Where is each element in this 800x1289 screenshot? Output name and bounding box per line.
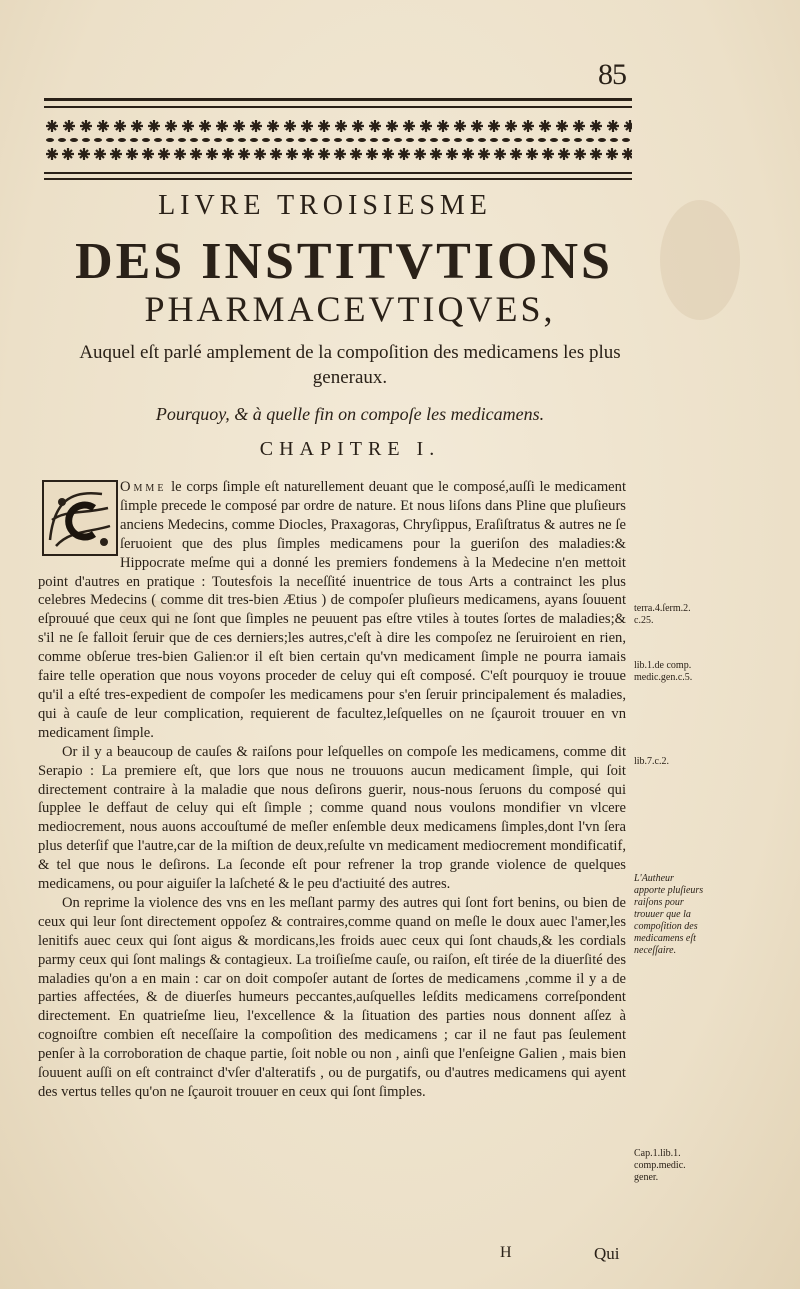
fleuron-dot: [514, 152, 519, 157]
fleuron-dot: [594, 152, 599, 157]
leaf-icon: [346, 138, 354, 142]
fleuron-dot: [562, 152, 567, 157]
fleuron-dot: [354, 152, 359, 157]
fleuron-dot: [178, 152, 183, 157]
leaf-icon: [286, 138, 294, 142]
leaf-icon: [190, 138, 198, 142]
leaf-icon: [454, 138, 462, 142]
paragraph-1: [38, 478, 626, 743]
leaf-icon: [394, 138, 402, 142]
fleuron-dot: [169, 124, 174, 129]
fleuron-dot: [220, 124, 225, 129]
leaf-icon: [58, 138, 66, 142]
page-number: 85: [598, 58, 626, 91]
leaf-icon: [370, 138, 378, 142]
leaf-icon: [466, 138, 474, 142]
paragraph-2: Or il y a beaucoup de cauſes & raiſons pour leſquelles on compoſe les medicamens, comme dit Serapio : La premiere eſt, que lors que nous ne trouuons aucun medicament ſimple, qui ſoit directement contraire à la maladie que nous deſirons guerir, nous-nous ſeruons du composé qui ſupplee le deffaut de celuy qui eſt ſimple ; comme quand nous voulons mondifier vn vlcere mediocrement, nous auons accouſtumé de meſler enſemble deux medicamens ſimples,dont l'vn ſera plus deterſif que l'autre,car de la miſtion de deux,reſulte vn medicament mediocrement mondificatif, & tel que nous le deſirons. La ſeconde eſt pour refrener la trop grande violence de quelques medicamens, ou pour aiguiſer la laſcheté & le peu d'actiuité des autres.: [38, 743, 626, 893]
fleuron-dot: [543, 124, 548, 129]
leaf-icon: [142, 138, 150, 142]
fleuron-dot: [237, 124, 242, 129]
fleuron-dot: [306, 152, 311, 157]
leaf-icon: [418, 138, 426, 142]
paragraph-1-text: le corps ſimple eſt naturellement deuant que le composé,auſſi le medicament ſimple precede le composé par ordre de nature. Et nous liſons dans Pline que pluſieurs anciens Medecins, comme Diocles, Praxagoras, Chryſippus, Eraſiſtratus & autres ne ſe ſeruoient que des plus ſimples medicamens pour la gueriſon des maladies:& Hippocrate meſme qui a donné les premiers fondemens à la Medecine n'en mettoit point d'autres en pratique : Toutesfois la neceſſité inuentrice de tous Arts a contrainct les plus celebres Medecins ( comme dit tres-bien Ætius ) de compoſer pluſieurs medicamens, ayans ſouuent eſprouué que ceux qui ne ſont que ſimples ne peuuent pas eſtre vtiles à toutes ſortes de maladies;& s'il ne ſe falloit ſeruir que de ces derniers;les autres,c'eſt à dire les compoſez ne ſeruiroient en rien, comme obſerue tres-bien Galien:or il eſt bien certain qu'vn medicament ſimple ne pourra iamais faire telle operation que nous voyons proceder de celuy qui eſt composé. C'eſt pourquoy ie trouue qu'il a eſté tres-expedient de compoſer les medicamens pour s'en ſeruir principalement és maladies, qui à cauſe de leur complication, requierent de facultez,leſquelles on ne ſçauroit trouuer en vn medicament ſimple.: [38, 479, 626, 741]
fleuron-dot: [98, 152, 103, 157]
leaf-icon: [202, 138, 210, 142]
paper-stain: [660, 200, 740, 320]
fleuron-dot: [475, 124, 480, 129]
leaf-icon: [298, 138, 306, 142]
leaf-icon: [538, 138, 546, 142]
fleuron-dot: [118, 124, 123, 129]
leaf-icon: [334, 138, 342, 142]
leaf-icon: [478, 138, 486, 142]
fleuron-dot: [594, 124, 599, 129]
fleuron-dot: [101, 124, 106, 129]
fleuron-dot: [418, 152, 423, 157]
leaf-icon: [70, 138, 78, 142]
leaf-icon: [250, 138, 258, 142]
fleuron-dot: [370, 152, 375, 157]
fleuron-dot: [386, 152, 391, 157]
leaf-icon: [154, 138, 162, 142]
book-label: LIVRE TROISIESME: [158, 190, 492, 221]
paragraph-3: On reprime la violence des vns en les meſlant parmy des autres qui ſont fort benins, ou bien de ceux qui leur ſont directement oppoſez & contraires,comme quand on meſle le doux auec l'amer,les lenitifs auec ceux qui ſont aigus & mordicans,les froids auec ceux qui ſont chauds,& les cordials parmy ceux qui ſont malings & contagieux. La troiſieſme cauſe, ou raiſon, eſt tirée de la diuerſité des maladies qu'on a en main : car on doit compoſer autant de ſortes de medicamens ,comme il y a de parties affectées, & de diuerſes humeurs peccantes,auſquelles leſdits medicamens correſpondent directement. En quatrieſme lieu, l'excellence & la ſituation des parties nous donnent aſſez à cognoiſtre combien eſt neceſſaire la compoſition des medicamens ; car il ne faut pas ſeulement penſer à la corroboration de chaque partie, ſoit noble ou non , ainſi que l'enſeigne Galien , mais bien ſouuent auſſi on eſt contrainct d'vſer d'alteratifs , ou de purgatifs, ou d'autres medicamens qui ayent des vertus telles qu'on ne ſçauroit trouuer en ceux qui ſont ſimples.: [38, 894, 626, 1100]
fleuron-dot: [498, 152, 503, 157]
leaf-icon: [226, 138, 234, 142]
leaf-icon: [622, 138, 630, 142]
ornament-rule: [44, 178, 632, 180]
leaf-icon: [574, 138, 582, 142]
leaf-icon: [118, 138, 126, 142]
fleuron-dot: [114, 152, 119, 157]
leaf-icon: [262, 138, 270, 142]
margin-note: Cap.1.lib.1. comp.medic. gener.: [634, 1148, 686, 1183]
fleuron-dot: [577, 124, 582, 129]
fleuron-dot: [482, 152, 487, 157]
leaf-icon: [238, 138, 246, 142]
book-subtitle: Auquel eſt parlé amplement de la compoſition des medicamens les plus generaux.: [79, 342, 621, 388]
signature-mark: H: [500, 1244, 512, 1261]
chapter-heading: CHAPITRE I.: [259, 438, 441, 460]
fleuron-dot: [135, 124, 140, 129]
leaf-icon: [94, 138, 102, 142]
margin-note: terra.4.ſerm.2. c.25.: [634, 603, 691, 626]
fleuron-dot: [610, 152, 615, 157]
fleuron-dot: [560, 124, 565, 129]
leaf-icon: [514, 138, 522, 142]
fleuron-dot: [492, 124, 497, 129]
fleuron-dot: [146, 152, 151, 157]
fleuron-dot: [466, 152, 471, 157]
leaf-icon: [130, 138, 138, 142]
leaf-icon: [46, 138, 54, 142]
fleuron-dot: [402, 152, 407, 157]
leaf-icon: [106, 138, 114, 142]
fleuron-dot: [611, 124, 616, 129]
fleuron-dot: [50, 124, 55, 129]
leaf-icon: [178, 138, 186, 142]
catchword: Qui: [594, 1244, 620, 1263]
body-text: [38, 478, 626, 1102]
leaf-icon: [358, 138, 366, 142]
fleuron-dot: [203, 124, 208, 129]
fleuron-dot: [254, 124, 259, 129]
fleuron-dot: [84, 124, 89, 129]
fleuron-dot: [338, 152, 343, 157]
leaf-icon: [214, 138, 222, 142]
fleuron-dot: [274, 152, 279, 157]
fleuron-dot: [441, 124, 446, 129]
fleuron-dot: [290, 152, 295, 157]
fleuron-dot: [67, 124, 72, 129]
section-question: Pourquoy, & à quelle fin on compoſe les medicamens.: [155, 404, 545, 424]
book-title: DES INSTITVTIONS: [75, 233, 613, 290]
fleuron-dot: [322, 124, 327, 129]
fleuron-dot: [194, 152, 199, 157]
fleuron-dot: [322, 152, 327, 157]
fleuron-dot: [82, 152, 87, 157]
fleuron-dot: [509, 124, 514, 129]
leaf-icon: [310, 138, 318, 142]
leaf-icon: [598, 138, 606, 142]
leaf-icon: [562, 138, 570, 142]
leaf-icon: [406, 138, 414, 142]
fleuron-dot: [458, 124, 463, 129]
fleuron-dot: [210, 152, 215, 157]
fleuron-dot: [526, 124, 531, 129]
fleuron-dot: [530, 152, 535, 157]
fleuron-dot: [162, 152, 167, 157]
ornament-rule: [44, 98, 632, 101]
leaf-icon: [430, 138, 438, 142]
fleuron-dot: [186, 124, 191, 129]
ornament-rule: [44, 106, 632, 108]
fleuron-dot: [546, 152, 551, 157]
fleuron-dot: [242, 152, 247, 157]
fleuron-dot: [626, 152, 631, 157]
leaf-icon: [610, 138, 618, 142]
fleuron-dot: [434, 152, 439, 157]
fleuron-dot: [356, 124, 361, 129]
leaf-icon: [526, 138, 534, 142]
book-title-line2: PHARMACEVTIQVES,: [144, 289, 556, 329]
leaf-icon: [502, 138, 510, 142]
margin-note: L'Autheur apporte pluſieurs raiſons pour trouuer que la compoſition des medicamens eſt neceſſaire.: [634, 873, 704, 956]
ornamental-header-band: [44, 96, 632, 180]
leaf-icon: [442, 138, 450, 142]
leaf-icon: [166, 138, 174, 142]
leaf-icon: [274, 138, 282, 142]
fleuron-dot: [373, 124, 378, 129]
fleuron-dot: [407, 124, 412, 129]
fleuron-dot: [424, 124, 429, 129]
fleuron-dot: [152, 124, 157, 129]
leaf-icon: [490, 138, 498, 142]
leaf-icon: [550, 138, 558, 142]
leaf-icon: [322, 138, 330, 142]
leaf-icon: [586, 138, 594, 142]
fleuron-dot: [66, 152, 71, 157]
fleuron-dot: [390, 124, 395, 129]
fleuron-dot: [271, 124, 276, 129]
fleuron-dot: [226, 152, 231, 157]
leaf-icon: [382, 138, 390, 142]
fleuron-dot: [130, 152, 135, 157]
fleuron-dot: [288, 124, 293, 129]
fleuron-dot: [450, 152, 455, 157]
leaf-icon: [82, 138, 90, 142]
margin-note: lib.7.c.2.: [634, 756, 669, 767]
fleuron-dot: [50, 152, 55, 157]
margin-note: lib.1.de comp. medic.gen.c.5.: [634, 660, 693, 683]
opening-word: Omme: [120, 479, 167, 495]
fleuron-dot: [305, 124, 310, 129]
fleuron-dot: [339, 124, 344, 129]
ornament-rule: [44, 172, 632, 174]
fleuron-dot: [258, 152, 263, 157]
fleuron-dot: [578, 152, 583, 157]
